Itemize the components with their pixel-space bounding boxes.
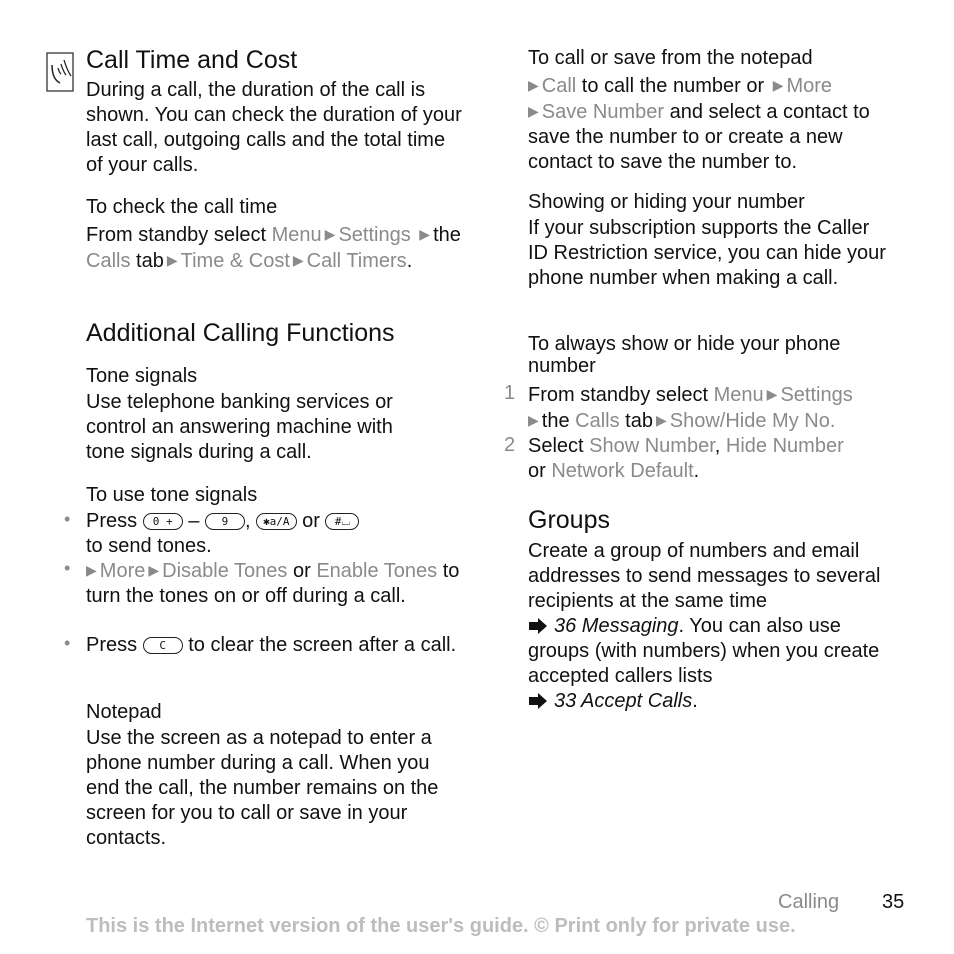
step-1-text xyxy=(528,382,913,434)
text: – xyxy=(188,510,200,532)
text: Press xyxy=(86,510,138,532)
use-tone-signals-title: To use tone signals xyxy=(86,484,258,506)
text: to send tones. xyxy=(86,535,212,557)
notepad-text: Use the screen as a notepad to enter a phone number during a call. When you end the call, the number remains on the screen for you to call or save in your contacts. xyxy=(86,727,439,849)
text: From standby select xyxy=(86,224,267,246)
text: . You can also use groups (with numbers) when you create accepted callers lists xyxy=(528,615,880,687)
show-hide-title: Showing or hiding your number xyxy=(528,191,805,213)
always-show-hide-title: To always show or hide your phone number xyxy=(528,333,841,377)
tone-bullet-2 xyxy=(64,558,466,609)
menu-item-settings: Settings xyxy=(780,384,853,406)
check-call-time-instructions xyxy=(86,222,471,274)
text: Create a group of numbers and email addresses to send messages to several recipients at the same time xyxy=(528,540,881,612)
step-number: 1 xyxy=(504,382,516,404)
step-2-text xyxy=(528,434,913,484)
text: From standby select xyxy=(528,384,709,406)
groups-heading: Groups xyxy=(528,506,610,534)
bullet-icon: • xyxy=(64,509,71,529)
tone-bullet-3 xyxy=(64,633,466,658)
notepad-title: Notepad xyxy=(86,701,162,723)
text: the xyxy=(433,224,461,246)
menu-item-calls: Calls xyxy=(575,410,620,432)
menu-item-hide-number: Hide Number xyxy=(725,435,844,457)
menu-item-save-number: Save Number xyxy=(541,101,665,123)
reference-accept-calls: 33 Accept Calls xyxy=(554,690,693,712)
notepad-call-text xyxy=(528,73,908,175)
text: to clear the screen after a call. xyxy=(188,634,457,656)
arrow-right-icon: ▶ xyxy=(419,226,431,242)
footer-section-name: Calling xyxy=(778,891,840,913)
page-number: 35 xyxy=(882,891,905,913)
arrow-right-icon: ▶ xyxy=(292,252,304,268)
key-9-icon: 9 xyxy=(205,513,245,530)
text: . xyxy=(692,690,698,712)
menu-item-disable-tones: Disable Tones xyxy=(162,560,288,582)
text: . xyxy=(406,250,413,272)
additional-functions-heading: Additional Calling Functions xyxy=(86,319,395,347)
reference-arrow-icon xyxy=(528,618,548,634)
menu-item-call: Call xyxy=(541,75,577,97)
key-0-icon: 0 + xyxy=(143,513,183,530)
menu-item-calls: Calls xyxy=(86,250,131,272)
menu-item-enable-tones: Enable Tones xyxy=(316,560,438,582)
text: or xyxy=(302,510,320,532)
bullet-icon: • xyxy=(64,633,71,653)
key-star-icon: ✱a/A xyxy=(256,513,297,530)
tone-bullet-1-text xyxy=(86,509,466,559)
tone-bullet-2-text xyxy=(86,558,466,609)
step-2 xyxy=(504,434,913,484)
key-hash-icon: #⌴ xyxy=(325,513,359,530)
menu-item-more: More xyxy=(99,560,146,582)
menu-item-show-hide-my-no: Show/Hide My No. xyxy=(669,410,836,432)
bullet-icon: • xyxy=(64,558,71,578)
arrow-right-icon: ▶ xyxy=(166,252,178,268)
step-1 xyxy=(504,382,913,434)
arrow-right-icon: ▶ xyxy=(655,412,667,428)
tone-bullet-3-text xyxy=(86,633,466,658)
arrow-right-icon: ▶ xyxy=(528,77,539,93)
menu-item-menu: Menu xyxy=(271,224,322,246)
reference-arrow-icon xyxy=(528,693,548,709)
menu-item-settings: Settings xyxy=(338,224,411,246)
key-c-icon: C xyxy=(143,637,183,654)
tone-bullet-1 xyxy=(64,509,466,559)
tone-signals-title: Tone signals xyxy=(86,365,198,387)
arrow-right-icon: ▶ xyxy=(148,562,160,578)
arrow-right-icon: ▶ xyxy=(528,103,539,119)
text: Press xyxy=(86,634,138,656)
step-number: 2 xyxy=(504,434,516,456)
text: to turn the tones on or off during a call. xyxy=(86,560,460,607)
menu-item-network-default: Network Default xyxy=(551,460,694,482)
call-time-intro: During a call, the duration of the call is shown. You can check the duration of your last call, outgoing calls and the total time of your calls. xyxy=(86,79,462,176)
check-call-time-title: To check the call time xyxy=(86,196,278,218)
groups-text xyxy=(528,539,898,714)
tone-signals-text: Use telephone banking services or control an answering machine with tone signals during a call. xyxy=(86,391,393,463)
show-hide-text: If your subscription supports the Caller ID Restriction service, you can hide your phone number when making a call. xyxy=(528,217,886,289)
text: the xyxy=(541,410,570,432)
menu-item-call-timers: Call Timers xyxy=(306,250,407,272)
menu-item-time-cost: Time & Cost xyxy=(180,250,290,272)
text: tab xyxy=(136,250,164,272)
menu-item-show-number: Show Number xyxy=(589,435,715,457)
text: Select xyxy=(528,435,584,457)
arrow-right-icon: ▶ xyxy=(86,562,97,578)
menu-item-menu: Menu xyxy=(713,384,764,406)
text: , xyxy=(244,510,251,532)
arrow-right-icon: ▶ xyxy=(528,412,539,428)
text: to call the number or xyxy=(581,75,765,97)
text: , xyxy=(714,435,721,457)
text: and select a contact to save the number to or create a new contact to save the number to. xyxy=(528,101,870,173)
reference-messaging: 36 Messaging xyxy=(554,615,679,637)
text: or xyxy=(528,460,546,482)
phone-in-call-icon xyxy=(46,52,74,92)
notepad-call-title: To call or save from the notepad xyxy=(528,47,813,69)
text: or xyxy=(292,560,311,582)
text: tab xyxy=(625,410,653,432)
arrow-right-icon: ▶ xyxy=(766,386,778,402)
menu-item-more: More xyxy=(786,75,833,97)
arrow-right-icon: ▶ xyxy=(772,77,784,93)
call-time-heading: Call Time and Cost xyxy=(86,46,298,74)
arrow-right-icon: ▶ xyxy=(324,226,336,242)
footer-copyright-note: This is the Internet version of the user's guide. © Print only for private use. xyxy=(86,915,796,937)
text: . xyxy=(693,460,700,482)
